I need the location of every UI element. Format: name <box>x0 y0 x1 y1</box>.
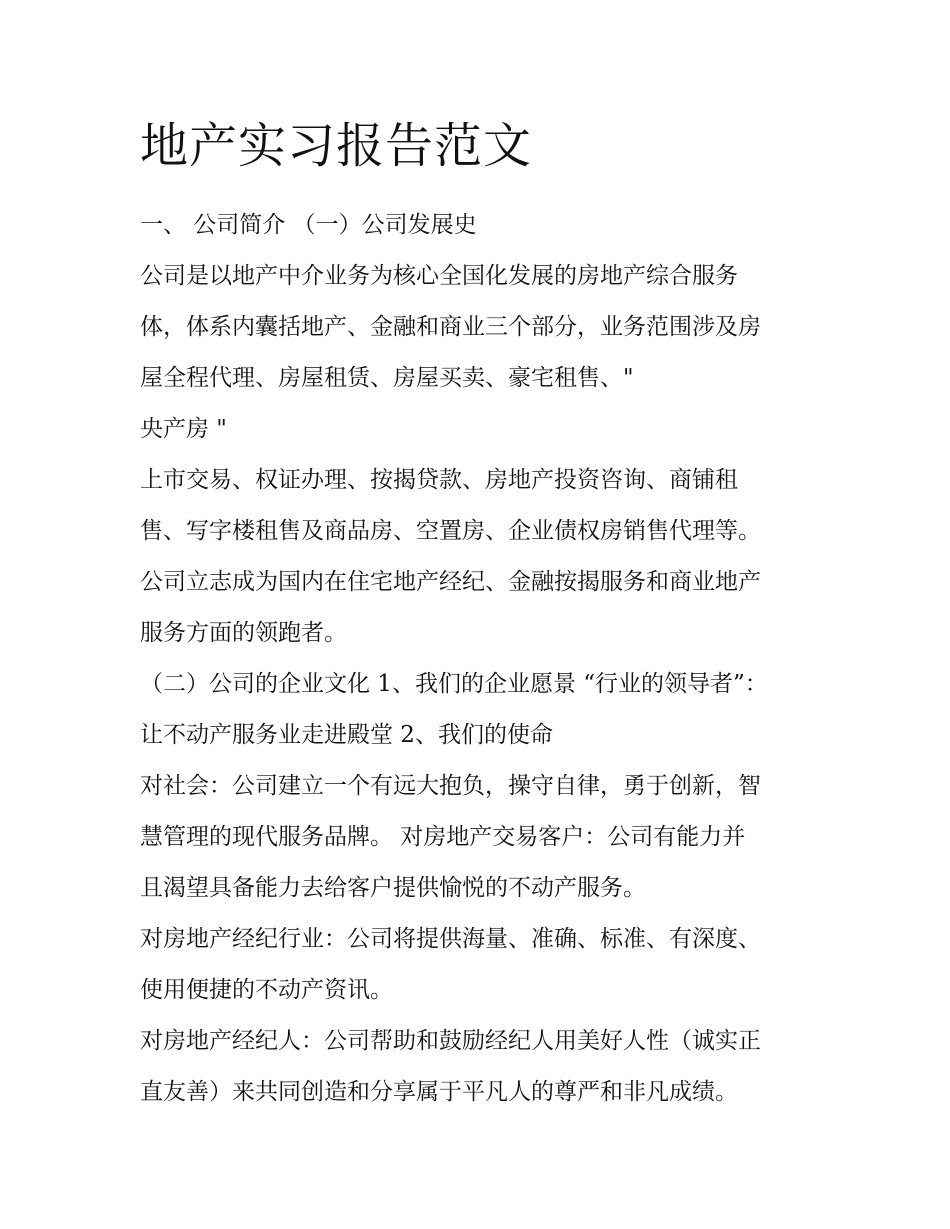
body-text-line: 直友善）来共同创造和分享属于平凡人的尊严和非凡成绩。 <box>140 1079 738 1105</box>
body-text-line: 对社会：公司建立一个有远大抱负，操守自律，勇于创新，智 <box>140 773 761 799</box>
body-text-line: 慧管理的现代服务品牌。 对房地产交易客户：公司有能力并 <box>140 824 746 850</box>
body-text-line: 对房地产经纪行业：公司将提供海量、准确、标准、有深度、 <box>140 926 761 952</box>
document-body <box>140 200 820 1118</box>
body-text-line: 上市交易、权证办理、按揭贷款、房地产投资咨询、商铺租 <box>140 467 738 493</box>
body-text-line: 让不动产服务业走进殿堂 2、我们的使命 <box>140 722 553 748</box>
body-text-line: 使用便捷的不动产资讯。 <box>140 977 393 1003</box>
body-text-line: 央产房 " <box>140 416 227 442</box>
body-text-line: 服务方面的领跑者。 <box>140 620 347 646</box>
section-heading-corporate-culture: （二）公司的企业文化 1、我们的企业愿景 “行业的领导者”： <box>140 671 768 697</box>
section-heading-company-intro: 一、 公司简介 （一）公司发展史 <box>140 212 477 238</box>
document-page <box>140 110 820 1118</box>
document-title: 地产实习报告范文 <box>140 118 533 174</box>
body-text-line: 体，体系内囊括地产、金融和商业三个部分，业务范围涉及房 <box>140 314 761 340</box>
body-text-line: 屋全程代理、房屋租赁、房屋买卖、豪宅租售、" <box>140 365 634 391</box>
body-text-line: 公司是以地产中介业务为核心全国化发展的房地产综合服务 <box>140 263 738 289</box>
body-text-line: 对房地产经纪人：公司帮助和鼓励经纪人用美好人性（诚实正 <box>140 1028 761 1054</box>
body-text-line: 售、写字楼租售及商品房、空置房、企业债权房销售代理等。 <box>140 518 761 544</box>
body-text-line: 且渴望具备能力去给客户提供愉悦的不动产服务。 <box>140 875 646 901</box>
body-text-line: 公司立志成为国内在住宅地产经纪、金融按揭服务和商业地产 <box>140 569 761 595</box>
